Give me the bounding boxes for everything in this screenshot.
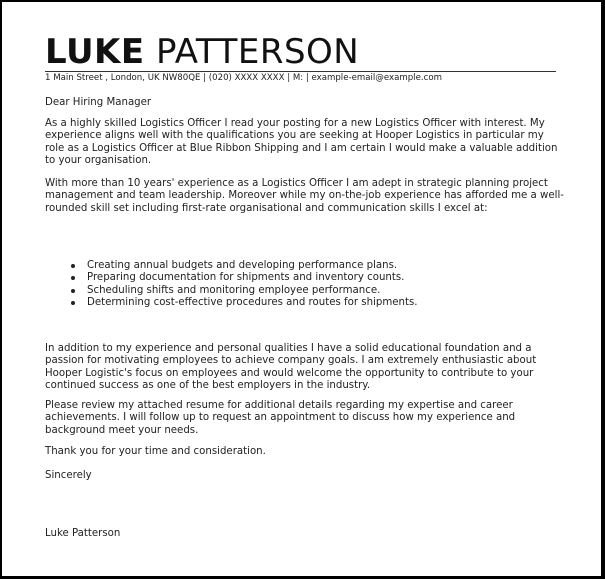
applicant-name xyxy=(45,32,359,72)
bullet-icon xyxy=(71,301,75,305)
header-divider xyxy=(45,71,556,72)
list-item xyxy=(45,260,565,272)
contact-line: 1 Main Street , London, UK NW80QE | (020) XXXX XXXX | M: | example-email@example.com xyxy=(45,73,442,83)
salutation: Dear Hiring Manager xyxy=(45,97,152,108)
paragraph-intro: As a highly skilled Logistics Officer I read your posting for a new Logistics Officer with interest. My experience aligns well with the qualifications you are seeking at Hooper Logistics in particular my role as a Logistics Officer at Blue Ribbon Shipping and I am certain I would make a valuable addition to your organisation. xyxy=(45,118,558,166)
list-item-text: Creating annual budgets and developing performance plans. xyxy=(87,260,398,271)
signature-name: Luke Patterson xyxy=(45,528,121,539)
first-name: LUKE xyxy=(45,32,145,72)
list-item-text: Determining cost-effective procedures and routes for shipments. xyxy=(87,296,418,308)
list-item-text: Preparing documentation for shipments and inventory counts. xyxy=(87,272,405,284)
paragraph-thanks: Thank you for your time and consideration. xyxy=(45,446,266,457)
bullet-icon xyxy=(71,289,75,293)
list-item xyxy=(45,297,565,309)
closing: Sincerely xyxy=(45,470,92,481)
bullet-icon xyxy=(71,264,75,268)
list-item xyxy=(45,272,565,284)
bullet-icon xyxy=(71,276,75,280)
paragraph-follow-up: Please review my attached resume for additional details regarding my expertise and career achievements. I will follow up to request an appointment to discuss how my experience and background meet your needs. xyxy=(45,400,516,436)
last-name: PATTERSON xyxy=(155,32,360,72)
paragraph-education: In addition to my experience and personal qualities I have a solid educational foundation and a passion for motivating employees to achieve company goals. I am extremely enthusiastic about Hooper Logistic's focus on employees and would welcome the opportunity to contribute to your continued success as one of the best employers in the industry. xyxy=(45,343,537,391)
list-item-text: Scheduling shifts and monitoring employee performance. xyxy=(87,284,381,296)
skills-list xyxy=(45,260,565,309)
paragraph-experience: With more than 10 years' experience as a Logistics Officer I am adept in strategic planning project management and team leadership. Moreover while my on-the-job experience has afforded me a well-rounded skill set including first-rate organisational and communication skills I excel at: xyxy=(45,178,564,214)
list-item xyxy=(45,285,565,297)
letter-page xyxy=(2,2,601,576)
